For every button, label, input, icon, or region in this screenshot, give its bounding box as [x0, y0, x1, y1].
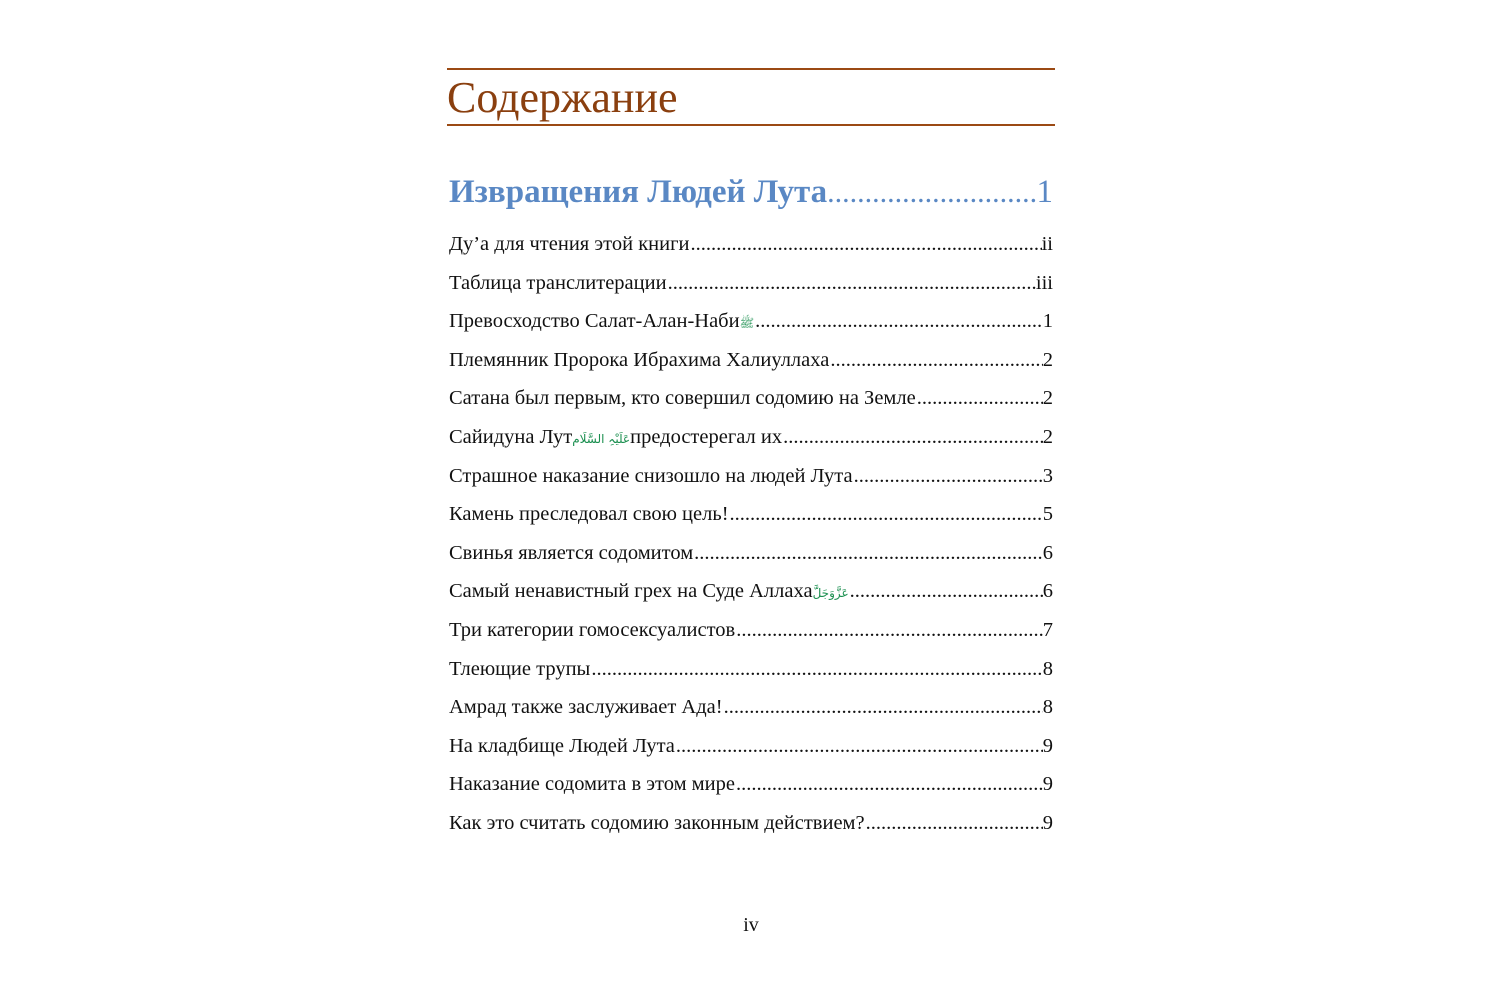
toc-entry-page: 2	[1042, 425, 1053, 448]
page-title: Содержание	[447, 73, 678, 122]
toc-entry[interactable]	[449, 611, 1053, 650]
toc-entry-page: 7	[1042, 618, 1053, 641]
toc-entry[interactable]	[449, 572, 1053, 611]
toc-entry-label: Превосходство Салат-Алан-Наби	[449, 310, 740, 333]
toc-entry-label-continued: предостерегал их	[630, 425, 783, 448]
toc-entry-label: Ду’а для чтения этой книги	[449, 233, 690, 255]
toc-entry-label: Племянник Пророка Ибрахима Халиуллаха	[449, 348, 830, 371]
toc-entry[interactable]	[449, 225, 1053, 264]
toc-entry-leader	[693, 534, 1043, 573]
toc-entry[interactable]	[449, 264, 1053, 303]
title-bottom-rule	[447, 124, 1055, 126]
toc-entry-label: Свинья является содомитом	[449, 541, 694, 564]
toc-entry-page: 5	[1042, 503, 1053, 526]
toc-entry[interactable]	[449, 495, 1053, 534]
toc-entry-label: Самый ненавистный грех на Суде Аллаха	[449, 580, 813, 603]
toc-entry-label: Три категории гомосексуалистов	[449, 618, 736, 641]
toc-entry[interactable]	[449, 534, 1053, 573]
toc-entry[interactable]	[449, 302, 1053, 341]
toc-entry-page: 9	[1042, 773, 1053, 796]
salawat-honorific: ﷺ	[739, 316, 755, 331]
toc-entry[interactable]	[449, 650, 1053, 689]
toc-entry-page: 3	[1042, 464, 1053, 487]
toc-entry-label: Амрад также заслуживает Ада!	[449, 696, 723, 719]
toc-entry-label: Как это считать содомию законным действием?	[449, 811, 865, 834]
toc-entry-page: 2	[1042, 348, 1053, 371]
toc-entry-page: 9	[1042, 734, 1053, 757]
toc-entry-leader	[829, 341, 1042, 380]
toc-entry-page: 9	[1042, 811, 1053, 834]
toc-entry-label: Сатана был первым, кто совершил содомию на Земле	[449, 387, 916, 410]
toc-entry-leader	[735, 765, 1043, 804]
toc-entry-leader	[849, 572, 1043, 611]
toc-entry-leader	[754, 302, 1043, 341]
toc-entry[interactable]	[449, 804, 1053, 843]
main-entry-label: Извращения Людей Лута	[449, 174, 828, 210]
azza-wa-jall-honorific: عَزَّوَجَلَّ	[812, 586, 849, 601]
toc-entry-label: Таблица транслитерации	[449, 271, 667, 294]
toc-entry[interactable]	[449, 688, 1053, 727]
toc-entry-label: Сайидуна Лут	[449, 425, 573, 448]
toc-entry[interactable]	[449, 418, 1053, 457]
toc-entry[interactable]	[449, 341, 1053, 380]
toc-entry-page: 8	[1042, 657, 1053, 680]
toc-entry[interactable]	[449, 457, 1053, 496]
toc-page	[447, 68, 1055, 968]
toc-entry-leader	[689, 225, 1041, 264]
toc-entry-label: Тлеющие трупы	[449, 657, 591, 680]
toc-entry-leader	[782, 418, 1043, 457]
toc-entry-leader	[667, 264, 1036, 303]
toc-entry[interactable]	[449, 727, 1053, 766]
alayhis-salam-honorific: عَلَیْہِ السَّلَام	[572, 431, 631, 446]
toc-main-entry[interactable]	[449, 170, 1053, 215]
toc-entry-label: Наказание содомита в этом мире	[449, 773, 735, 796]
toc-entry-leader	[675, 727, 1043, 766]
toc-entry-leader	[723, 688, 1043, 727]
toc-entry-page: ii	[1041, 233, 1053, 255]
toc-entry[interactable]	[449, 765, 1053, 804]
toc-entry[interactable]	[449, 379, 1053, 418]
toc-list	[449, 225, 1053, 843]
toc-entry-leader	[729, 495, 1043, 534]
toc-entry-label: Страшное наказание снизошло на людей Лута	[449, 464, 853, 487]
page-number: iv	[743, 914, 759, 936]
toc-entry-leader	[853, 457, 1043, 496]
toc-entry-page: 6	[1042, 580, 1053, 603]
toc-entry-label: На кладбище Людей Лута	[449, 734, 675, 757]
toc-entry-page: 6	[1042, 541, 1053, 564]
toc-entry-leader	[865, 804, 1043, 843]
toc-entry-leader	[735, 611, 1043, 650]
title-top-rule	[447, 68, 1055, 70]
toc-entry-leader	[590, 650, 1042, 689]
main-entry-leader	[827, 171, 1036, 215]
toc-entry-label: Камень преследовал свою цель!	[449, 503, 729, 526]
toc-entry-page: iii	[1035, 271, 1053, 294]
toc-entry-page: 2	[1042, 387, 1053, 410]
toc-entry-page: 1	[1042, 310, 1053, 333]
main-entry-page: 1	[1036, 174, 1053, 210]
toc-entry-leader	[916, 379, 1043, 418]
toc-entry-page: 8	[1042, 696, 1053, 719]
